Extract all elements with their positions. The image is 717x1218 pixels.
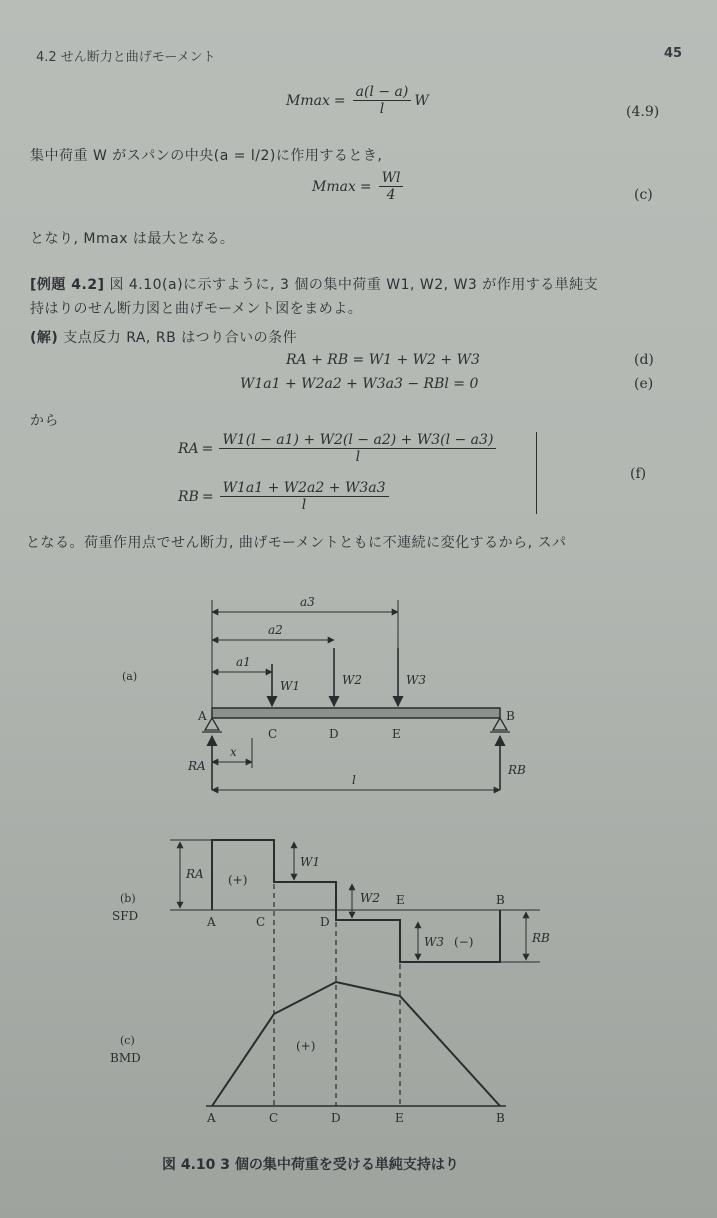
- eq-denominator: 4: [386, 187, 396, 203]
- eq-lhs: Mmax: [286, 92, 330, 109]
- sfd-ra-label: RA: [186, 867, 204, 881]
- equation-tag: (d): [634, 352, 654, 368]
- equation-d: RA + RB = W1 + W2 + W3: [286, 352, 480, 368]
- paragraph-text: から: [30, 413, 59, 429]
- eq-lhs: RB: [178, 488, 199, 505]
- bmd-positive-label: (+): [296, 1039, 316, 1053]
- point-d-label: D: [329, 727, 339, 741]
- bmd-point-a: A: [207, 1111, 216, 1125]
- eq-equals: =: [359, 178, 372, 195]
- bmd-curve: [212, 982, 500, 1106]
- panel-b-label: (b): [120, 892, 136, 905]
- example-line-2: 持はりのせん断力図と曲げモーメント図をまめよ。: [30, 301, 363, 317]
- sfd-point-e: E: [396, 893, 405, 907]
- solution-label: (解): [30, 330, 59, 346]
- pin-support-a: [205, 718, 219, 730]
- section-header: 4.2 せん断力と曲げモーメント: [36, 50, 216, 65]
- equation-tag: (4.9): [626, 104, 660, 120]
- equation-tag: (c): [634, 187, 653, 203]
- load-w1-label: W1: [280, 679, 300, 693]
- dim-x-label: x: [230, 745, 237, 759]
- example-label: [例題 4.2]: [30, 277, 105, 293]
- point-e-label: E: [392, 727, 401, 741]
- point-a-label: A: [198, 709, 207, 723]
- eq-equals: =: [201, 440, 214, 457]
- equation-tag: (e): [634, 376, 654, 392]
- bmd-point-b: B: [496, 1111, 505, 1125]
- dim-a2-label: a2: [268, 623, 283, 637]
- point-c-label: C: [268, 727, 278, 741]
- eq-numerator: Wl: [379, 170, 404, 187]
- dim-l-label: l: [352, 773, 356, 787]
- sfd-w1-label: W1: [300, 855, 320, 869]
- sfd-w3-label: W3: [424, 935, 444, 949]
- eq-denominator: l: [379, 101, 385, 117]
- load-w3-label: W3: [406, 673, 426, 687]
- panel-a-label: (a): [122, 670, 138, 683]
- bmd-point-d: D: [331, 1111, 341, 1125]
- panel-c-name: BMD: [110, 1051, 141, 1065]
- beam: [212, 708, 500, 718]
- sfd-point-a: A: [207, 915, 216, 929]
- sfd-point-c: C: [256, 915, 266, 929]
- solution-text: 支点反力 RA, RB はつり合いの条件: [63, 330, 298, 346]
- sfd-point-b: B: [496, 893, 505, 907]
- figure-caption: 図 4.10 3 個の集中荷重を受ける単純支持はり: [162, 1157, 459, 1173]
- eq-equals: =: [201, 488, 214, 505]
- eq-denominator: l: [301, 497, 307, 513]
- reaction-a-label: RA: [188, 759, 206, 773]
- eq-numerator: W1(l − a1) + W2(l − a2) + W3(l − a3): [219, 432, 496, 449]
- example-text: 図 4.10(a)に示すように, 3 個の集中荷重 W1, W2, W3 が作用する単純支: [109, 277, 599, 293]
- sfd-point-d: D: [320, 915, 330, 929]
- load-w2-label: W2: [342, 673, 362, 687]
- sfd-w2-label: W2: [360, 891, 380, 905]
- eq-numerator: W1a1 + W2a2 + W3a3: [220, 480, 389, 497]
- paragraph-text: 集中荷重 W がスパンの中央(a = l/2)に作用するとき,: [30, 148, 383, 164]
- equation-tag: (f): [630, 466, 647, 482]
- bmd-point-c: C: [269, 1111, 279, 1125]
- panel-b-name: SFD: [112, 909, 139, 923]
- pin-support-b: [493, 718, 507, 730]
- paragraph-text: となる。荷重作用点でせん断力, 曲げモーメントともに不連続に変化するから, スパ: [26, 535, 567, 551]
- sfd-rb-label: RB: [532, 931, 550, 945]
- paragraph-text: となり, Mmax は最大となる。: [30, 231, 235, 247]
- eq-lhs: Mmax: [312, 178, 356, 195]
- eq-tail: W: [414, 92, 429, 109]
- sfd-positive-label: (+): [228, 873, 248, 887]
- eq-equals: =: [333, 92, 346, 109]
- dim-a1-label: a1: [236, 655, 251, 669]
- point-b-label: B: [506, 709, 515, 723]
- reaction-b-label: RB: [508, 763, 526, 777]
- panel-c-label: (c): [120, 1034, 135, 1047]
- eq-numerator: a(l − a): [353, 84, 412, 101]
- dim-a3-label: a3: [300, 595, 315, 609]
- page-number: 45: [664, 46, 683, 61]
- eq-denominator: l: [355, 449, 361, 465]
- bmd-point-e: E: [395, 1111, 404, 1125]
- eq-lhs: RA: [178, 440, 199, 457]
- equation-e: W1a1 + W2a2 + W3a3 − RBl = 0: [240, 376, 479, 392]
- sfd-negative-label: (−): [454, 935, 474, 949]
